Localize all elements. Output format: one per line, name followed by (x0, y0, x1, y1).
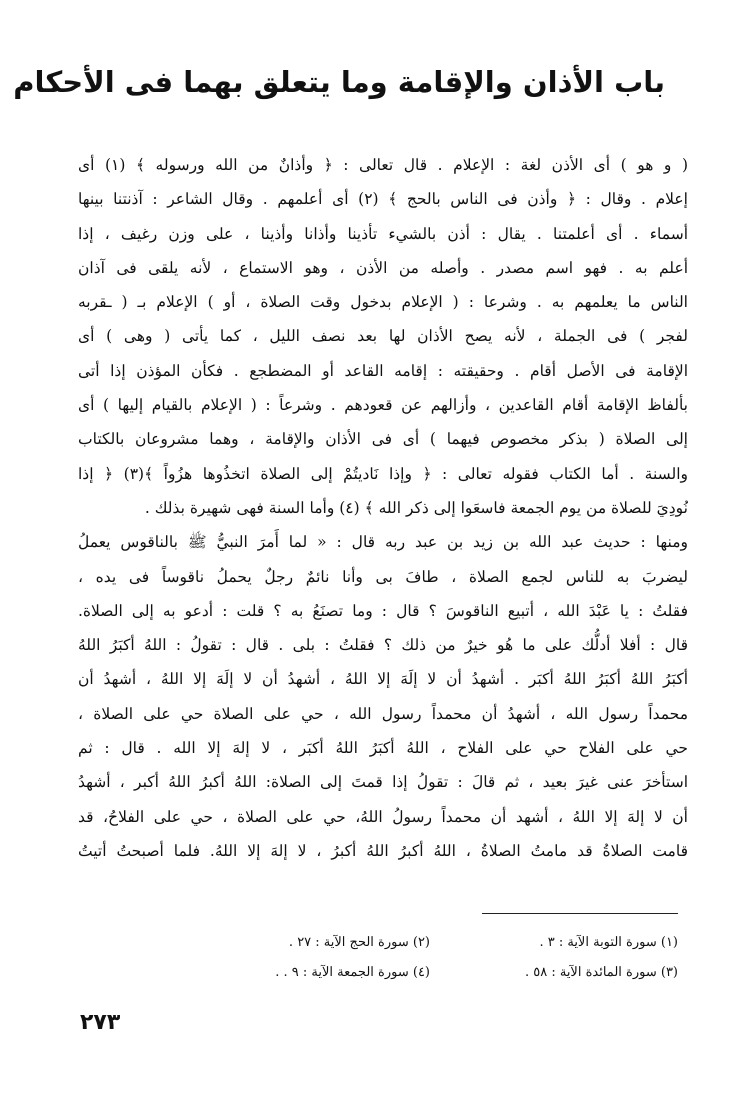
text-line: ليضربَ به للناس لجمع الصلاة ، طافَ بى وأنا نائمٌ رجلٌ يحملُ ناقوساً فى يده ، (78, 567, 688, 586)
chapter-title: باب الأذان والإقامة وما يتعلق بهما فى الأحكام (13, 65, 665, 99)
text-line: حي على الفلاح حي على الفلاح ، اللهُ أكبَرُ اللهُ أكبَر ، لا إلهَ إلا الله . قال : ثم (78, 739, 688, 758)
text-line: إعلام . وقال : ﴿ وأذن فى الناس بالحج ﴾ (٢) أى أعلمهم . وقال الشاعر : آذنتنا بينها (78, 190, 688, 209)
text-line: نُودِيَ للصلاة من يوم الجمعة فاسعَوا إلى ذكر الله ﴾ (٤) وأما السنة فهى شهيرة بذلك . (144, 498, 688, 517)
footnote-2: (٢) سورة الحج الآية : ٢٧ . (288, 935, 430, 950)
text-line: والسنة . أما الكتاب فقوله تعالى : ﴿ وإذا نَاديتُمْ إلى الصلاة اتخذُوها هزُواً ﴾(٣) ﴿ إذا (78, 464, 688, 483)
text-line: أن لا إلهَ إلا اللهُ ، أشهد أن محمداً رسولُ اللهُ، حي على الصلاة ، حي على الفلاحُ، قد (78, 807, 688, 826)
text-line: الناس ما يعلمهم به . وشرعا : ( الإعلام بدخول وقت الصلاة ، أو ) الإعلام بـ ( ـقربه (78, 293, 688, 312)
text-line: بألفاظ الإقامة أقام القاعدين ، وأزالهم عن قعودهم . وشرعاً : ( الإعلام بالقيام إليها ) أى (78, 396, 688, 415)
text-line: ومنها : حديث عبد الله بن زيد بن عبد ربه قال : « لما أَمرَ النبيُّ ﷺ بالناقوس يعملُ (78, 533, 688, 552)
text-line: ( و هو ) أى الأذن لغة : الإعلام . قال تعالى : ﴿ وأذانٌ من الله ورسوله ﴾ (١) أى (78, 156, 688, 174)
footnote-row (200, 958, 678, 988)
text-line: فقلتُ : يا عَبْدَ الله ، أتبيع الناقوسَ ؟ قال : وما تصنَعُ به ؟ قلت : أدعو به إلى الصلاة. (78, 601, 688, 620)
text-line: الإقامة فى الأصل أقام . وحقيقته : إقامه القاعد أو المضطجع . فكأن المؤذن إذا أتى (78, 361, 688, 380)
body-text (78, 148, 688, 868)
text-line: لفجر ) فى الجملة ، لأنه يصح الأذان لها بعد نصف الليل ، كما يأتى ( وهى ) أى (78, 327, 688, 346)
footnote-1: (١) سورة التوبة الآية : ٣ . (539, 935, 678, 950)
text-line: أعلم به . فهو اسم مصدر . وأصله من الأذن ، وهو الاستماع ، لأنه يلقى فى آذان (78, 258, 688, 277)
text-line: قامت الصلاةُ قد مامتُ الصلاةُ ، اللهُ أكبرُ اللهُ أكبرُ ، لا إلهَ إلا اللهُ. فلما أصبحتُ أتيتُ (78, 841, 688, 860)
text-line: قال : أفلا أدلُّك على ما هُو خيرٌ من ذلك ؟ فقلتُ : بلى . قال : تقولُ : اللهُ أكبَرُ اللهُ (78, 636, 688, 655)
footnote-row (200, 928, 678, 958)
footnote-3: (٣) سورة المائدة الآية : ٥٨ . (524, 965, 678, 980)
text-line: أسماء . أى أعلمتنا . يقال : أذن بالشيء تأذينا وأذانا وأذينا ، على وزن رغيف ، إذا (78, 224, 688, 243)
footnotes (200, 928, 678, 988)
text-line: محمداً رسول الله ، أشهدُ أن محمداً رسول الله ، حي على الصلاة حي على الصلاة ، (78, 704, 688, 723)
text-line: استأخرَ عنى غيرَ بعيد ، ثم قالَ : تقولُ إذا قمتَ إلى الصلاة: اللهُ أكبرُ اللهُ أكبر ، أشهدُ (78, 773, 688, 792)
footnote-4: (٤) سورة الجمعة الآية : ٩ . . (275, 965, 430, 980)
page-number: ٢٧٣ (80, 1010, 121, 1035)
text-line: إلى الصلاة ( بذكر مخصوص فيهما ) أى فى الأذان والإقامة ، وهما مشروعان بالكتاب (78, 430, 688, 449)
footnote-divider (482, 913, 678, 914)
text-line: أكبَرُ اللهُ أكبَرُ اللهُ أكبَر . أشهدُ أن لا إلَهَ إلا اللهُ ، أشهدُ أن لا إلَهَ إلا اللهُ ، أشهدُ أن (78, 670, 688, 689)
